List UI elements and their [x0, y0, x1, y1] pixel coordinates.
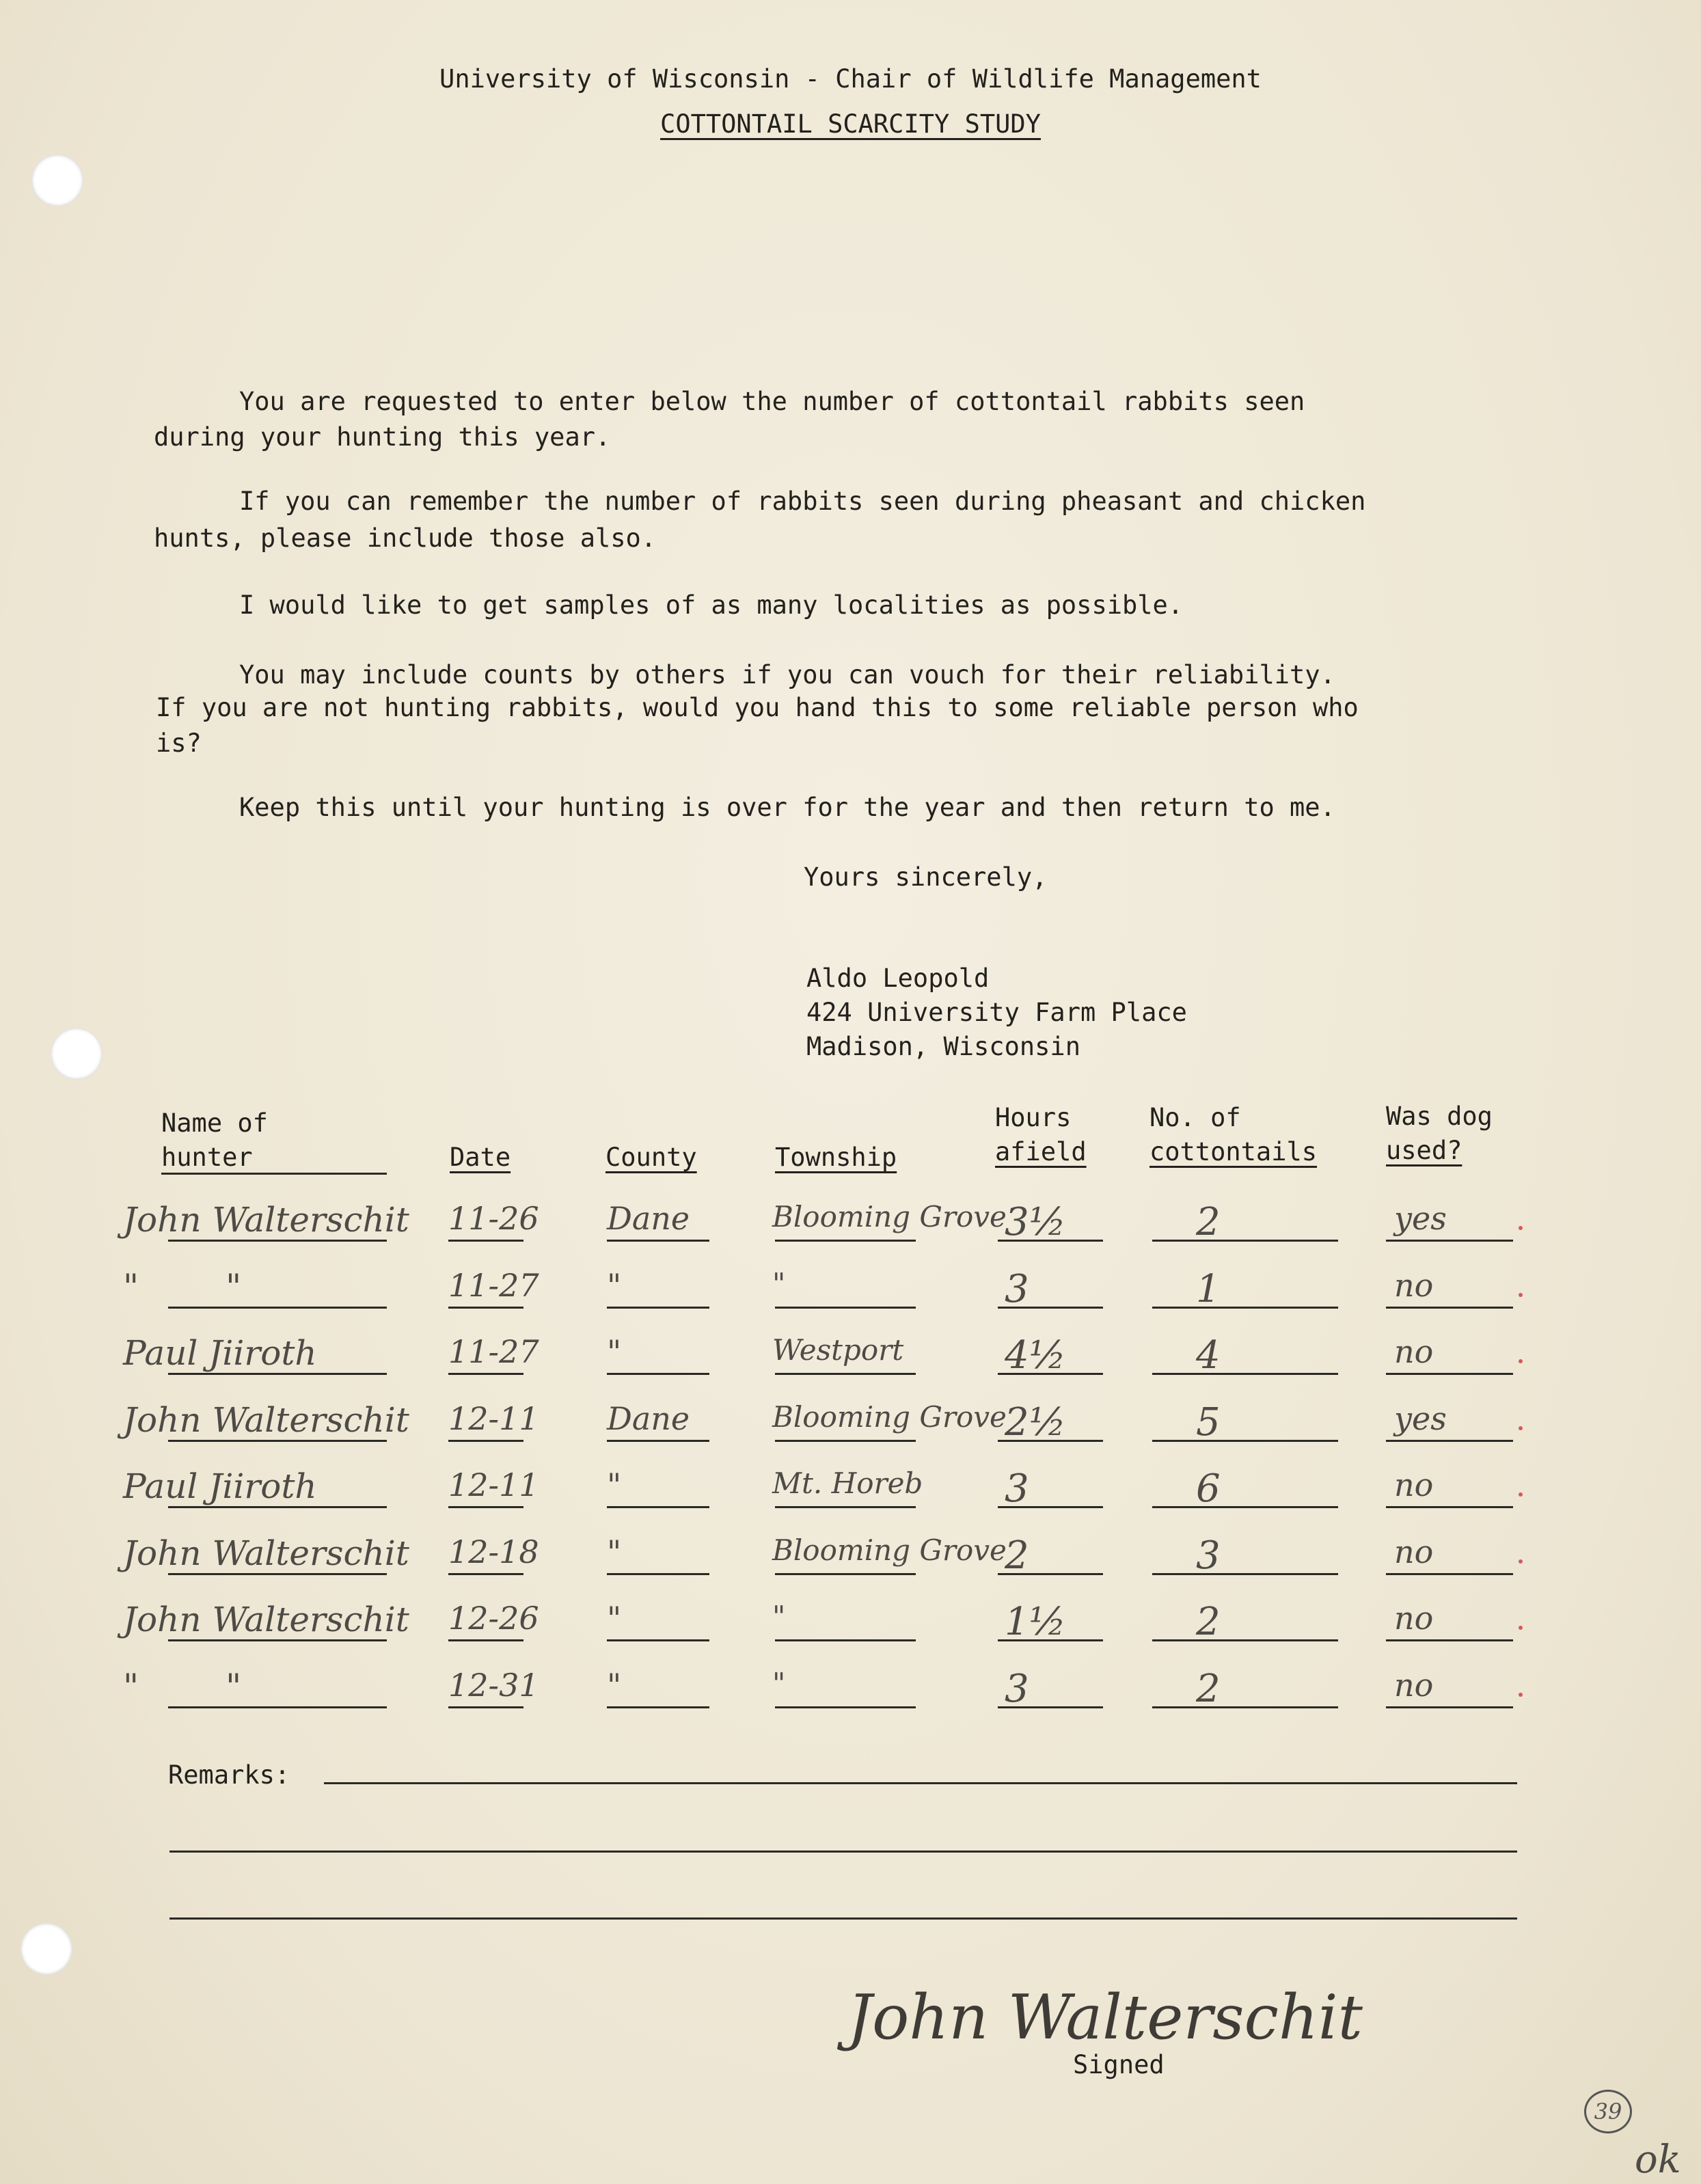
cell-county: ": [607, 1533, 622, 1570]
cell-dog: no: [1394, 1600, 1434, 1637]
cell-township: ": [772, 1266, 786, 1300]
header-township: Township: [775, 1143, 897, 1172]
cell-count: 4: [1196, 1333, 1221, 1378]
remarks-label: Remarks:: [168, 1760, 290, 1790]
red-check-dot: [1519, 1293, 1523, 1297]
cell-dog: no: [1394, 1466, 1434, 1503]
letter-paragraph-1b: during your hunting this year.: [154, 422, 611, 452]
cell-underline: [1152, 1240, 1338, 1242]
header-org: University of Wisconsin - Chair of Wildlife Management: [439, 64, 1262, 94]
sender-address-line-2: Madison, Wisconsin: [806, 1032, 1080, 1061]
cell-hours: 3: [1005, 1466, 1029, 1511]
cell-underline: [1152, 1373, 1338, 1375]
cell-underline: [168, 1240, 387, 1242]
cell-underline: [775, 1440, 916, 1442]
cell-date: 12-11: [448, 1466, 539, 1503]
cell-date: 12-31: [448, 1666, 539, 1704]
cell-underline: [448, 1440, 523, 1442]
cell-dog: no: [1394, 1666, 1434, 1704]
header-county: County: [605, 1143, 697, 1172]
cell-county: ": [607, 1333, 622, 1370]
cell-underline: [1386, 1373, 1513, 1375]
cell-count: 2: [1196, 1200, 1221, 1244]
cell-underline: [1386, 1240, 1513, 1242]
header-dog-line-2: used?: [1386, 1136, 1462, 1165]
cell-underline: [775, 1573, 916, 1575]
sender-name: Aldo Leopold: [806, 964, 990, 993]
signed-label: Signed: [1073, 2050, 1165, 2079]
red-check-dot: [1519, 1626, 1523, 1630]
cell-underline: [168, 1307, 387, 1309]
cell-underline: [168, 1440, 387, 1442]
cell-township: Blooming Grove: [772, 1400, 1007, 1434]
cell-underline: [1152, 1440, 1338, 1442]
cell-underline: [1386, 1639, 1513, 1641]
cell-underline: [168, 1706, 387, 1708]
cell-count: 2: [1196, 1600, 1221, 1644]
cell-underline: [607, 1639, 709, 1641]
cell-count: 6: [1196, 1466, 1221, 1511]
letter-paragraph-2a: If you can remember the number of rabbits seen during pheasant and chicken: [239, 487, 1366, 516]
letter-paragraph-3: I would like to get samples of as many localities as possible.: [239, 590, 1184, 620]
letter-paragraph-5: Keep this until your hunting is over for the year and then return to me.: [239, 793, 1335, 822]
cell-date: 12-11: [448, 1400, 539, 1437]
cell-underline: [1386, 1706, 1513, 1708]
remarks-line-1: [324, 1782, 1517, 1784]
cell-underline: [1152, 1706, 1338, 1708]
cell-underline: [1386, 1307, 1513, 1309]
cell-dog: yes: [1394, 1400, 1447, 1437]
cell-county: Dane: [607, 1200, 690, 1237]
cell-underline: [775, 1373, 916, 1375]
cell-underline: [775, 1307, 916, 1309]
letter-closing: Yours sincerely,: [804, 862, 1048, 892]
header-hours-line-2: afield: [995, 1137, 1087, 1166]
cell-underline: [607, 1240, 709, 1242]
cell-underline: [168, 1639, 387, 1641]
cell-underline: [607, 1573, 709, 1575]
cell-underline: [1386, 1506, 1513, 1508]
cell-hours: 3: [1005, 1266, 1029, 1311]
letter-paragraph-4c: is?: [156, 728, 202, 758]
cell-underline: [607, 1506, 709, 1508]
remarks-line-3: [169, 1917, 1517, 1920]
binder-hole-middle: [51, 1028, 103, 1080]
red-check-dot: [1519, 1693, 1523, 1697]
signature: John Walterschit: [847, 1982, 1363, 2053]
red-check-dot: [1519, 1426, 1523, 1430]
cell-name: John Walterschit: [123, 1533, 409, 1573]
cell-name: Paul Jiiroth: [123, 1333, 317, 1373]
cell-underline: [448, 1506, 523, 1508]
red-check-dot: [1519, 1359, 1523, 1363]
cell-underline: [1152, 1573, 1338, 1575]
cell-hours: 4½: [1005, 1333, 1066, 1378]
cell-underline: [168, 1573, 387, 1575]
cell-name: Paul Jiiroth: [123, 1466, 317, 1506]
header-date: Date: [450, 1143, 511, 1172]
header-count-line-2: cottontails: [1149, 1137, 1318, 1166]
cell-county: ": [607, 1466, 622, 1503]
cell-underline: [1152, 1307, 1338, 1309]
cell-dog: no: [1394, 1533, 1434, 1570]
cell-count: 2: [1196, 1666, 1221, 1711]
cell-name: John Walterschit: [123, 1400, 409, 1440]
cell-underline: [448, 1706, 523, 1708]
cell-underline: [448, 1573, 523, 1575]
circled-page-number: 39: [1584, 2090, 1632, 2133]
cell-date: 11-27: [448, 1333, 539, 1370]
cell-underline: [448, 1240, 523, 1242]
red-check-dot: [1519, 1226, 1523, 1230]
letter-paragraph-2b: hunts, please include those also.: [154, 523, 657, 553]
cell-date: 11-27: [448, 1266, 539, 1304]
cell-hours: 1½: [1005, 1600, 1066, 1644]
cell-name: John Walterschit: [123, 1200, 409, 1240]
cell-dog: yes: [1394, 1200, 1447, 1237]
cell-underline: [168, 1373, 387, 1375]
cell-township: Blooming Grove: [772, 1200, 1007, 1233]
cell-count: 3: [1196, 1533, 1221, 1578]
red-check-dot: [1519, 1559, 1523, 1564]
cell-underline: [607, 1706, 709, 1708]
sender-address-line-1: 424 University Farm Place: [806, 998, 1187, 1027]
letter-paragraph-1a: You are requested to enter below the number of cottontail rabbits seen: [239, 387, 1305, 416]
binder-hole-bottom: [21, 1923, 72, 1975]
cell-hours: 3½: [1005, 1200, 1066, 1244]
cell-name: John Walterschit: [123, 1600, 409, 1639]
cell-underline: [448, 1307, 523, 1309]
cell-underline: [775, 1639, 916, 1641]
header-name-line-2: hunter: [161, 1143, 253, 1172]
cell-underline: [448, 1639, 523, 1641]
letter-paragraph-4b: If you are not hunting rabbits, would you hand this to some reliable person who: [156, 693, 1359, 722]
cell-underline: [607, 1307, 709, 1309]
ok-note: ok: [1635, 2138, 1681, 2182]
cell-township: Blooming Grove: [772, 1533, 1007, 1567]
cell-underline: [607, 1373, 709, 1375]
cell-name: " ": [123, 1266, 242, 1307]
header-count-line-1: No. of: [1149, 1103, 1241, 1132]
cell-township: ": [772, 1666, 786, 1700]
letter-paragraph-4a: You may include counts by others if you can vouch for their reliability.: [239, 660, 1335, 690]
header-name-underline: [161, 1173, 387, 1175]
cell-underline: [775, 1240, 916, 1242]
cell-date: 12-26: [448, 1600, 539, 1637]
cell-date: 11-26: [448, 1200, 539, 1237]
cell-count: 5: [1196, 1400, 1221, 1445]
cell-underline: [775, 1706, 916, 1708]
binder-hole-top: [31, 154, 83, 206]
header-study: COTTONTAIL SCARCITY STUDY: [660, 109, 1041, 139]
cell-county: Dane: [607, 1400, 690, 1437]
cell-underline: [168, 1506, 387, 1508]
cell-township: ": [772, 1600, 786, 1633]
cell-name: " ": [123, 1666, 242, 1706]
cell-hours: 2: [1005, 1533, 1029, 1578]
cell-underline: [1152, 1506, 1338, 1508]
cell-underline: [448, 1373, 523, 1375]
cell-township: Westport: [772, 1333, 904, 1367]
header-dog-line-1: Was dog: [1386, 1102, 1493, 1131]
cell-dog: no: [1394, 1266, 1434, 1304]
cell-township: Mt. Horeb: [772, 1466, 923, 1500]
cell-underline: [1386, 1440, 1513, 1442]
cell-underline: [1386, 1573, 1513, 1575]
cell-county: ": [607, 1666, 622, 1704]
cell-county: ": [607, 1600, 622, 1637]
cell-date: 12-18: [448, 1533, 539, 1570]
cell-underline: [607, 1440, 709, 1442]
cell-count: 1: [1196, 1266, 1221, 1311]
red-check-dot: [1519, 1492, 1523, 1497]
header-name-line-1: Name of: [161, 1108, 268, 1138]
header-hours-line-1: Hours: [995, 1103, 1072, 1132]
remarks-line-2: [169, 1851, 1517, 1853]
cell-underline: [1152, 1639, 1338, 1641]
cell-dog: no: [1394, 1333, 1434, 1370]
cell-hours: 3: [1005, 1666, 1029, 1711]
cell-hours: 2½: [1005, 1400, 1066, 1445]
cell-county: ": [607, 1266, 622, 1304]
cell-underline: [775, 1506, 916, 1508]
